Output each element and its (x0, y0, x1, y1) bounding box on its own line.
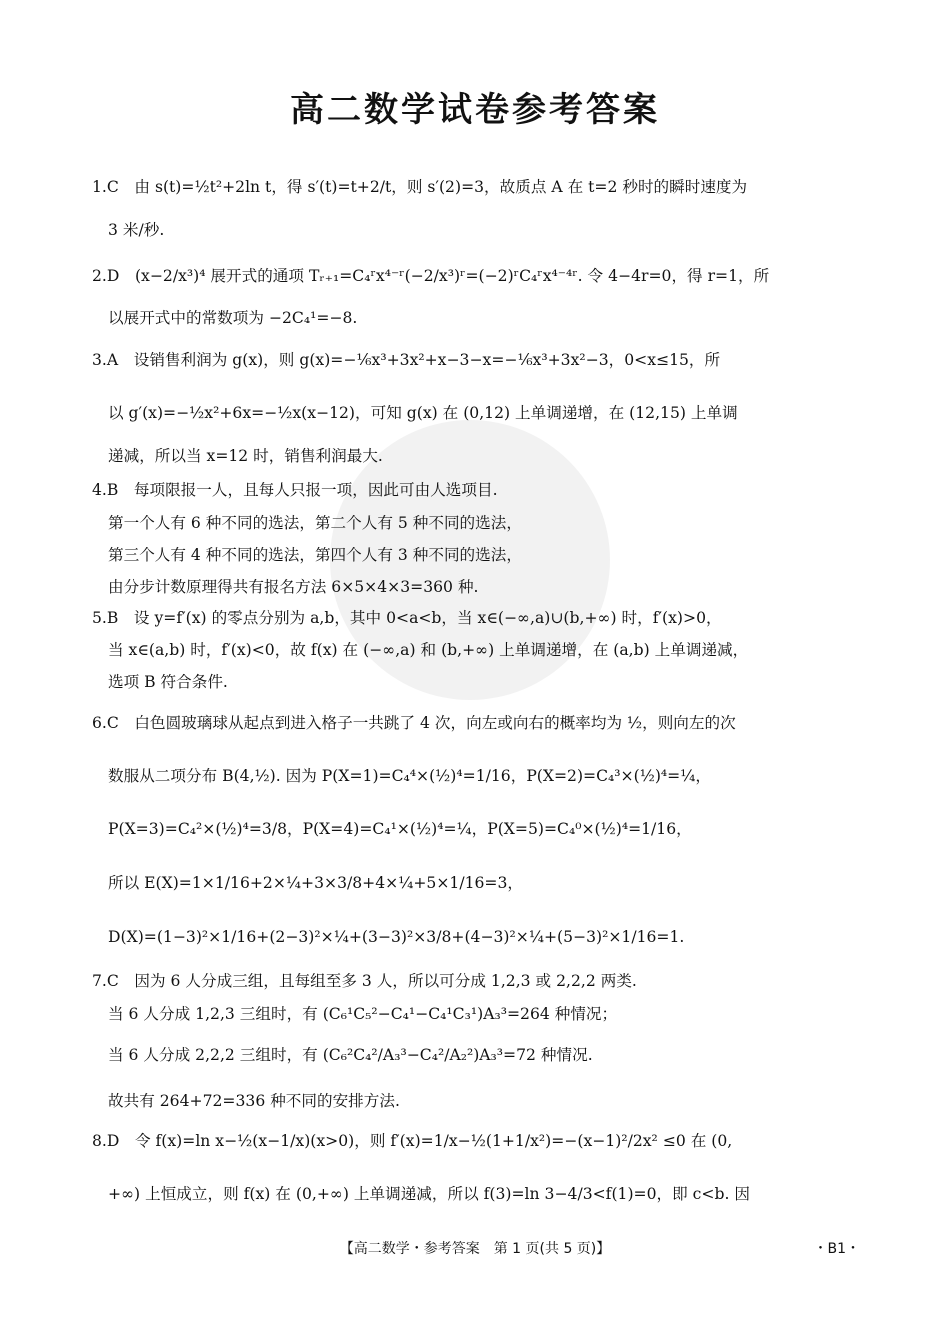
answer-line: 由分步计数原理得共有报名方法 6×5×4×3=360 种. (108, 578, 479, 596)
answer-line: 7.C 因为 6 人分成三组，且每组至多 3 人，所以可分成 1,2,3 或 2,2,2 两类. (92, 972, 637, 990)
page-title: 高二数学试卷参考答案 (290, 90, 660, 130)
answer-line: 3 米/秒. (108, 221, 165, 239)
answer-line: 数服从二项分布 B(4,½). 因为 P(X=1)=C₄⁴×(½)⁴=1/16，P(X=2)=C₄³×(½)⁴=¼， (108, 767, 711, 785)
answer-line: 第一个人有 6 种不同的选法，第二个人有 5 种不同的选法， (108, 514, 522, 532)
answer-line: 1.C 由 s(t)=½t²+2ln t，得 s′(t)=t+2/t，则 s′(2)=3，故质点 A 在 t=2 秒时的瞬时速度为 (92, 178, 748, 196)
answer-line: 选项 B 符合条件. (108, 673, 228, 691)
answer-line: 当 x∈(a,b) 时，f′(x)<0，故 f(x) 在 (−∞,a) 和 (b,+∞) 上单调递增，在 (a,b) 上单调递减， (108, 641, 749, 659)
answer-line: 以 g′(x)=−½x²+6x=−½x(x−12)，可知 g(x) 在 (0,12) 上单调递增，在 (12,15) 上单调 (108, 404, 738, 422)
answer-line: 8.D 令 f(x)=ln x−½(x−1/x)(x>0)，则 f′(x)=1/x−½(1+1/x²)=−(x−1)²/2x² ≤0 在 (0, (92, 1132, 733, 1150)
answer-line: P(X=3)=C₄²×(½)⁴=3/8，P(X=4)=C₄¹×(½)⁴=¼，P(X=5)=C₄⁰×(½)⁴=1/16， (108, 820, 692, 838)
answer-line: 所以 E(X)=1×1/16+2×¼+3×3/8+4×¼+5×1/16=3， (108, 874, 524, 892)
answer-line: 4.B 每项限报一人，且每人只报一项，因此可由人选项目. (92, 481, 498, 499)
answer-line: 以展开式中的常数项为 −2C₄¹=−8. (108, 309, 358, 327)
answer-line: 当 6 人分成 2,2,2 三组时，有 (C₆²C₄²/A₃³−C₄²/A₂²)A₃³=72 种情况. (108, 1046, 593, 1064)
answer-line: 5.B 设 y=f′(x) 的零点分别为 a,b，其中 0<a<b，当 x∈(−∞,a)∪(b,+∞) 时，f′(x)>0， (92, 609, 722, 627)
page-code: ・B1・ (813, 1241, 860, 1257)
answer-line: 当 6 人分成 1,2,3 三组时，有 (C₆¹C₅²−C₄¹−C₄¹C₃¹)A₃³=264 种情况； (108, 1005, 618, 1023)
answer-line: 6.C 白色圆玻璃球从起点到进入格子一共跳了 4 次，向左或向右的概率均为 ½，则向左的次 (92, 714, 736, 732)
page-footer: 【高二数学・参考答案 第 1 页(共 5 页)】 (339, 1241, 611, 1257)
answer-line: +∞) 上恒成立，则 f(x) 在 (0,+∞) 上单调递减，所以 f(3)=ln 3−4/3<f(1)=0，即 c<b. 因 (108, 1185, 750, 1203)
answer-line: 2.D (x−2/x³)⁴ 展开式的通项 Tᵣ₊₁=C₄ʳx⁴⁻ʳ(−2/x³)ʳ=(−2)ʳC₄ʳx⁴⁻⁴ʳ. 令 4−4r=0，得 r=1，所 (92, 267, 770, 285)
answer-line: 第三个人有 4 种不同的选法，第四个人有 3 种不同的选法， (108, 546, 522, 564)
answer-line: D(X)=(1−3)²×1/16+(2−3)²×¼+(3−3)²×3/8+(4−3)²×¼+(5−3)²×1/16=1. (108, 928, 685, 946)
answer-line: 3.A 设销售利润为 g(x)，则 g(x)=−⅙x³+3x²+x−3−x=−⅙x³+3x²−3，0<x≤15，所 (92, 351, 721, 369)
answer-line: 递减，所以当 x=12 时，销售利润最大. (108, 447, 383, 465)
answer-line: 故共有 264+72=336 种不同的安排方法. (108, 1092, 400, 1110)
